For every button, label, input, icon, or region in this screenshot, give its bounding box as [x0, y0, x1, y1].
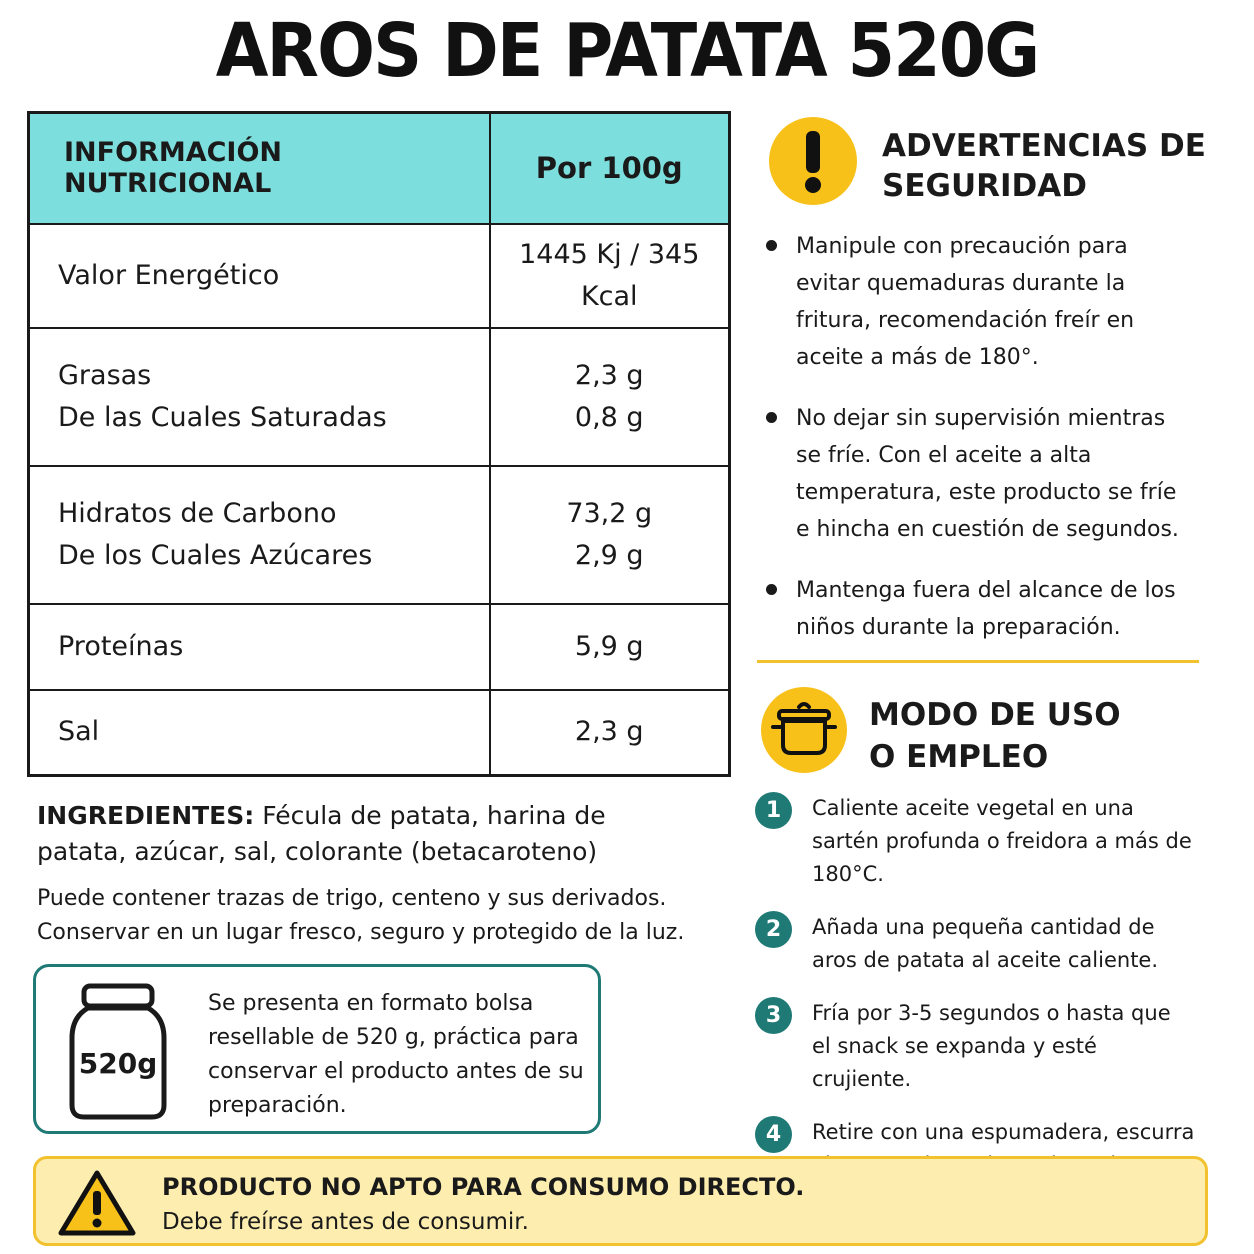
nutrition-header-label: INFORMACIÓN NUTRICIONAL — [29, 113, 490, 224]
nutrient-label: Sal — [29, 690, 490, 776]
step-number-badge: 3 — [755, 997, 792, 1034]
step-number-badge: 4 — [755, 1116, 792, 1153]
package-description: Se presenta en formato bolsa resellable de 520 g, práctica para conservar el producto antes de su preparación. — [208, 991, 584, 1118]
nutrient-value: 2,3 g — [490, 690, 730, 776]
list-item: 4 Retire con una espumadera, escurra — [755, 1116, 1195, 1182]
nutrient-label: Valor Energético — [29, 224, 490, 328]
list-item: Mantenga fuera del alcance de los niños durante la preparación. — [762, 572, 1192, 646]
table-row — [29, 690, 730, 776]
nutrient-value: 1445 Kj / 345 Kcal — [490, 224, 730, 328]
nutrient-value: 5,9 g — [490, 604, 730, 690]
jar-icon — [68, 983, 168, 1121]
exclamation-icon — [769, 117, 857, 205]
list-item: Manipule con precaución para evitar quemaduras durante la fritura, recomendación freír en aceite a más de 180°. — [762, 228, 1192, 376]
per-line-2: 100g — [601, 151, 683, 186]
warning-triangle-icon — [58, 1169, 136, 1237]
nutrient-label: Hidratos de Carbono De los Cuales Azúcares — [29, 466, 490, 604]
nutrient-label: Grasas De las Cuales Saturadas — [29, 328, 490, 466]
warnings-title: ADVERTENCIAS DE SEGURIDAD — [882, 128, 1206, 204]
warnings-list — [762, 228, 1192, 670]
list-item: 3 Fría por 3-5 segundos o hasta que el snack se expanda y esté crujiente. — [755, 997, 1195, 1096]
step-number-badge: 1 — [755, 792, 792, 829]
nutrition-header-per — [490, 113, 730, 224]
table-row — [29, 328, 730, 466]
table-row — [29, 466, 730, 604]
bullet-icon — [766, 584, 777, 595]
ingredients-label: INGREDIENTES: — [37, 801, 255, 830]
footer-subtitle: Debe freírse antes de consumir. — [162, 1209, 529, 1235]
footer-title: PRODUCTO NO APTO PARA CONSUMO DIRECTO. — [162, 1173, 805, 1201]
list-item: 1 Caliente aceite vegetal en una sartén profunda o freidora a más de 180°C. — [755, 792, 1195, 891]
bullet-icon — [766, 240, 777, 251]
package-info-box — [33, 964, 601, 1134]
per-line-1: Por — [535, 151, 592, 186]
table-row — [29, 604, 730, 690]
usage-steps — [755, 792, 1195, 1202]
nutrient-label: Proteínas — [29, 604, 490, 690]
pot-icon — [761, 687, 847, 773]
footer-warning-box — [33, 1156, 1208, 1246]
ingredients-list: Fécula de patata, harina de patata, azúcar, sal, colorante (betacaroteno) — [37, 801, 606, 866]
allergen-note: Puede contener trazas de trigo, centeno y sus derivados. — [37, 886, 667, 911]
nutrient-value: 2,3 g 0,8 g — [490, 328, 730, 466]
nutrient-value: 73,2 g 2,9 g — [490, 466, 730, 604]
storage-note: Conservar en un lugar fresco, seguro y protegido de la luz. — [37, 920, 685, 945]
usage-title: MODO DE USO O EMPLEO — [869, 697, 1121, 775]
page-title: AROS DE PATATA 520G — [215, 8, 1039, 94]
nutrition-header-row — [29, 113, 730, 224]
storage-notes — [37, 882, 687, 950]
list-item: 2 Añada una pequeña cantidad de aros de patata al aceite caliente. — [755, 911, 1195, 977]
list-item: No dejar sin supervisión mientras se fríe. Con el aceite a alta temperatura, este producto se fríe e hincha en cuestión de segundos. — [762, 400, 1192, 548]
step-number-badge: 2 — [755, 911, 792, 948]
jar-label: 520g — [78, 1047, 158, 1080]
section-divider — [757, 660, 1199, 663]
bullet-icon — [766, 412, 777, 423]
ingredients-text — [37, 798, 677, 870]
table-row — [29, 224, 730, 328]
nutrition-table — [27, 111, 731, 777]
